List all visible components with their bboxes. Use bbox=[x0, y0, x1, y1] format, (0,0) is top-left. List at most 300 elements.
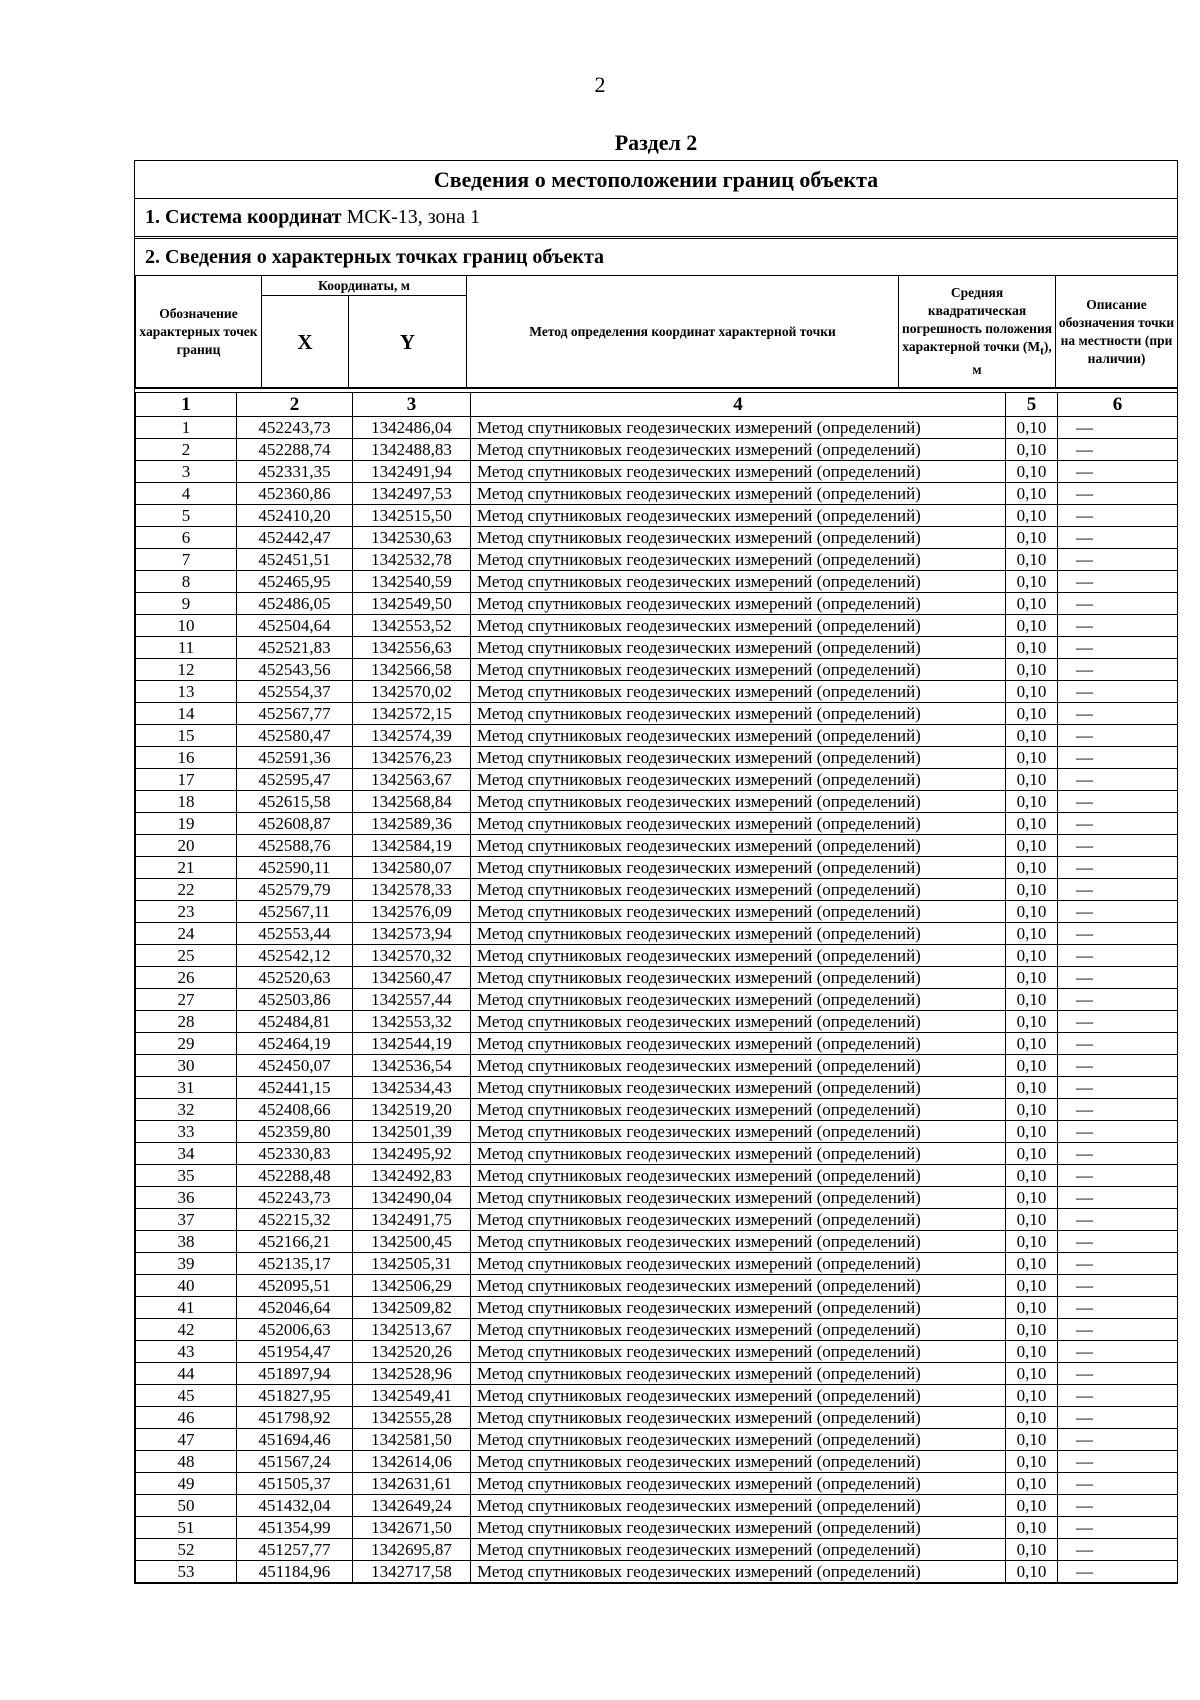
table-row bbox=[136, 439, 1178, 461]
point-number: 11 bbox=[136, 637, 237, 659]
coord-y: 1342492,83 bbox=[353, 1165, 471, 1187]
table-row bbox=[136, 1451, 1178, 1473]
table-row bbox=[136, 681, 1178, 703]
coord-y: 1342491,94 bbox=[353, 461, 471, 483]
error-cell: 0,10 bbox=[1006, 681, 1058, 703]
coord-x: 452554,37 bbox=[237, 681, 353, 703]
method-cell: Метод спутниковых геодезических измерений (определений) bbox=[471, 1011, 1006, 1033]
method-cell: Метод спутниковых геодезических измерений (определений) bbox=[471, 1385, 1006, 1407]
error-cell: 0,10 bbox=[1006, 593, 1058, 615]
coord-y: 1342490,04 bbox=[353, 1187, 471, 1209]
table-row bbox=[136, 1143, 1178, 1165]
method-cell: Метод спутниковых геодезических измерений (определений) bbox=[471, 835, 1006, 857]
point-number: 15 bbox=[136, 725, 237, 747]
error-cell: 0,10 bbox=[1006, 1077, 1058, 1099]
error-cell: 0,10 bbox=[1006, 747, 1058, 769]
error-cell: 0,10 bbox=[1006, 857, 1058, 879]
table-row bbox=[136, 1539, 1178, 1561]
coord-y: 1342614,06 bbox=[353, 1451, 471, 1473]
coord-y: 1342649,24 bbox=[353, 1495, 471, 1517]
coord-y: 1342578,33 bbox=[353, 879, 471, 901]
column-number: 2 bbox=[237, 393, 353, 417]
description-cell: — bbox=[1058, 1011, 1178, 1033]
point-number: 32 bbox=[136, 1099, 237, 1121]
method-cell: Метод спутниковых геодезических измерений (определений) bbox=[471, 747, 1006, 769]
method-cell: Метод спутниковых геодезических измерений (определений) bbox=[471, 571, 1006, 593]
table-row bbox=[136, 1429, 1178, 1451]
method-cell: Метод спутниковых геодезических измерений (определений) bbox=[471, 1539, 1006, 1561]
error-cell: 0,10 bbox=[1006, 967, 1058, 989]
error-cell: 0,10 bbox=[1006, 1099, 1058, 1121]
header-error: Средняя квадратическая погрешность положения характерной точки $(M_t)$, м bbox=[899, 276, 1056, 388]
method-cell: Метод спутниковых геодезических измерений (определений) bbox=[471, 1429, 1006, 1451]
coord-x: 452464,19 bbox=[237, 1033, 353, 1055]
table-row bbox=[136, 879, 1178, 901]
point-number: 33 bbox=[136, 1121, 237, 1143]
error-cell: 0,10 bbox=[1006, 1451, 1058, 1473]
coord-y: 1342515,50 bbox=[353, 505, 471, 527]
point-number: 39 bbox=[136, 1253, 237, 1275]
coord-y: 1342560,47 bbox=[353, 967, 471, 989]
point-number: 1 bbox=[136, 417, 237, 439]
table-row bbox=[136, 1363, 1178, 1385]
coord-y: 1342581,50 bbox=[353, 1429, 471, 1451]
coord-y: 1342513,67 bbox=[353, 1319, 471, 1341]
description-cell: — bbox=[1058, 967, 1178, 989]
column-number: 1 bbox=[136, 393, 237, 417]
point-number: 35 bbox=[136, 1165, 237, 1187]
point-number: 5 bbox=[136, 505, 237, 527]
header-designation: Обозначение характерных точек границ bbox=[136, 276, 262, 388]
coord-y: 1342509,82 bbox=[353, 1297, 471, 1319]
point-number: 53 bbox=[136, 1561, 237, 1583]
table-row bbox=[136, 571, 1178, 593]
description-cell: — bbox=[1058, 1473, 1178, 1495]
description-cell: — bbox=[1058, 527, 1178, 549]
method-cell: Метод спутниковых геодезических измерений (определений) bbox=[471, 791, 1006, 813]
method-cell: Метод спутниковых геодезических измерений (определений) bbox=[471, 1407, 1006, 1429]
point-number: 18 bbox=[136, 791, 237, 813]
table-row bbox=[136, 703, 1178, 725]
coord-y: 1342505,31 bbox=[353, 1253, 471, 1275]
coord-y: 1342506,29 bbox=[353, 1275, 471, 1297]
method-cell: Метод спутниковых геодезических измерений (определений) bbox=[471, 527, 1006, 549]
coord-x: 451505,37 bbox=[237, 1473, 353, 1495]
coord-x: 452580,47 bbox=[237, 725, 353, 747]
table-row bbox=[136, 1121, 1178, 1143]
description-cell: — bbox=[1058, 769, 1178, 791]
table-row bbox=[136, 835, 1178, 857]
table-row bbox=[136, 1517, 1178, 1539]
error-cell: 0,10 bbox=[1006, 835, 1058, 857]
point-number: 29 bbox=[136, 1033, 237, 1055]
description-cell: — bbox=[1058, 813, 1178, 835]
table-row bbox=[136, 1165, 1178, 1187]
table-row bbox=[136, 637, 1178, 659]
coord-y: 1342534,43 bbox=[353, 1077, 471, 1099]
point-number: 40 bbox=[136, 1275, 237, 1297]
error-cell: 0,10 bbox=[1006, 1121, 1058, 1143]
point-number: 22 bbox=[136, 879, 237, 901]
error-cell: 0,10 bbox=[1006, 615, 1058, 637]
error-cell: 0,10 bbox=[1006, 483, 1058, 505]
coord-x: 452451,51 bbox=[237, 549, 353, 571]
description-cell: — bbox=[1058, 1077, 1178, 1099]
coord-x: 451257,77 bbox=[237, 1539, 353, 1561]
description-cell: — bbox=[1058, 1495, 1178, 1517]
method-cell: Метод спутниковых геодезических измерений (определений) bbox=[471, 1121, 1006, 1143]
error-cell: 0,10 bbox=[1006, 1165, 1058, 1187]
section-title: Раздел 2 bbox=[614, 130, 698, 155]
coord-x: 452503,86 bbox=[237, 989, 353, 1011]
method-cell: Метод спутниковых геодезических измерений (определений) bbox=[471, 1209, 1006, 1231]
table-row bbox=[136, 813, 1178, 835]
error-cell: 0,10 bbox=[1006, 1187, 1058, 1209]
coord-x: 451954,47 bbox=[237, 1341, 353, 1363]
coord-y: 1342544,19 bbox=[353, 1033, 471, 1055]
boundary-info-frame bbox=[134, 160, 1178, 1584]
description-cell: — bbox=[1058, 637, 1178, 659]
method-cell: Метод спутниковых геодезических измерений (определений) bbox=[471, 967, 1006, 989]
coord-x: 452615,58 bbox=[237, 791, 353, 813]
coord-y: 1342695,87 bbox=[353, 1539, 471, 1561]
description-cell: — bbox=[1058, 461, 1178, 483]
description-cell: — bbox=[1058, 1363, 1178, 1385]
point-number: 43 bbox=[136, 1341, 237, 1363]
error-cell: 0,10 bbox=[1006, 417, 1058, 439]
point-number: 47 bbox=[136, 1429, 237, 1451]
point-number: 36 bbox=[136, 1187, 237, 1209]
description-cell: — bbox=[1058, 945, 1178, 967]
coord-y: 1342576,09 bbox=[353, 901, 471, 923]
point-number: 4 bbox=[136, 483, 237, 505]
description-cell: — bbox=[1058, 1429, 1178, 1451]
method-cell: Метод спутниковых геодезических измерений (определений) bbox=[471, 659, 1006, 681]
table-row bbox=[136, 1099, 1178, 1121]
error-cell: 0,10 bbox=[1006, 505, 1058, 527]
column-number: 3 bbox=[353, 393, 471, 417]
coord-x: 452441,15 bbox=[237, 1077, 353, 1099]
error-cell: 0,10 bbox=[1006, 1319, 1058, 1341]
point-number: 26 bbox=[136, 967, 237, 989]
description-cell: — bbox=[1058, 1451, 1178, 1473]
coord-y: 1342584,19 bbox=[353, 835, 471, 857]
coord-x: 452465,95 bbox=[237, 571, 353, 593]
point-number: 30 bbox=[136, 1055, 237, 1077]
description-cell: — bbox=[1058, 1319, 1178, 1341]
description-cell: — bbox=[1058, 1033, 1178, 1055]
error-cell: 0,10 bbox=[1006, 1341, 1058, 1363]
point-number: 7 bbox=[136, 549, 237, 571]
error-cell: 0,10 bbox=[1006, 1055, 1058, 1077]
description-cell: — bbox=[1058, 1297, 1178, 1319]
coord-y: 1342574,39 bbox=[353, 725, 471, 747]
coord-x: 452243,73 bbox=[237, 417, 353, 439]
table-row bbox=[136, 945, 1178, 967]
coord-y: 1342580,07 bbox=[353, 857, 471, 879]
method-cell: Метод спутниковых геодезических измерений (определений) bbox=[471, 769, 1006, 791]
method-cell: Метод спутниковых геодезических измерений (определений) bbox=[471, 549, 1006, 571]
table-row bbox=[136, 1187, 1178, 1209]
error-cell: 0,10 bbox=[1006, 901, 1058, 923]
column-number: 4 bbox=[471, 393, 1006, 417]
method-cell: Метод спутниковых геодезических измерений (определений) bbox=[471, 593, 1006, 615]
table-row bbox=[136, 1209, 1178, 1231]
coord-x: 452410,20 bbox=[237, 505, 353, 527]
error-cell: 0,10 bbox=[1006, 923, 1058, 945]
point-number: 12 bbox=[136, 659, 237, 681]
coord-x: 451567,24 bbox=[237, 1451, 353, 1473]
description-cell: — bbox=[1058, 989, 1178, 1011]
point-number: 10 bbox=[136, 615, 237, 637]
point-number: 28 bbox=[136, 1011, 237, 1033]
method-cell: Метод спутниковых геодезических измерений (определений) bbox=[471, 505, 1006, 527]
coord-x: 452590,11 bbox=[237, 857, 353, 879]
method-cell: Метод спутниковых геодезических измерений (определений) bbox=[471, 1473, 1006, 1495]
coord-y: 1342570,32 bbox=[353, 945, 471, 967]
header-description: Описание обозначения точки на местности (при наличии) bbox=[1056, 276, 1178, 388]
description-cell: — bbox=[1058, 483, 1178, 505]
description-cell: — bbox=[1058, 901, 1178, 923]
coord-y: 1342555,28 bbox=[353, 1407, 471, 1429]
coord-y: 1342500,45 bbox=[353, 1231, 471, 1253]
coord-x: 451827,95 bbox=[237, 1385, 353, 1407]
point-number: 27 bbox=[136, 989, 237, 1011]
method-cell: Метод спутниковых геодезических измерений (определений) bbox=[471, 1451, 1006, 1473]
method-cell: Метод спутниковых геодезических измерений (определений) bbox=[471, 1143, 1006, 1165]
method-cell: Метод спутниковых геодезических измерений (определений) bbox=[471, 417, 1006, 439]
error-cell: 0,10 bbox=[1006, 461, 1058, 483]
table-row bbox=[136, 769, 1178, 791]
error-cell: 0,10 bbox=[1006, 813, 1058, 835]
description-cell: — bbox=[1058, 1143, 1178, 1165]
points-table bbox=[135, 392, 1178, 1583]
coord-y: 1342589,36 bbox=[353, 813, 471, 835]
table-row bbox=[136, 1297, 1178, 1319]
point-number: 16 bbox=[136, 747, 237, 769]
method-cell: Метод спутниковых геодезических измерений (определений) bbox=[471, 1231, 1006, 1253]
method-cell: Метод спутниковых геодезических измерений (определений) bbox=[471, 945, 1006, 967]
coord-x: 452243,73 bbox=[237, 1187, 353, 1209]
coord-system-value: МСК-13, зона 1 bbox=[346, 206, 481, 228]
method-cell: Метод спутниковых геодезических измерений (определений) bbox=[471, 1099, 1006, 1121]
table-row bbox=[136, 989, 1178, 1011]
coord-x: 452095,51 bbox=[237, 1275, 353, 1297]
error-cell: 0,10 bbox=[1006, 1297, 1058, 1319]
point-number: 14 bbox=[136, 703, 237, 725]
coord-y: 1342631,61 bbox=[353, 1473, 471, 1495]
method-cell: Метод спутниковых геодезических измерений (определений) bbox=[471, 461, 1006, 483]
coord-x: 452166,21 bbox=[237, 1231, 353, 1253]
table-row bbox=[136, 1495, 1178, 1517]
column-number-row bbox=[136, 393, 1178, 417]
error-cell: 0,10 bbox=[1006, 659, 1058, 681]
point-number: 49 bbox=[136, 1473, 237, 1495]
description-cell: — bbox=[1058, 505, 1178, 527]
header-y: Y bbox=[349, 296, 467, 388]
description-cell: — bbox=[1058, 593, 1178, 615]
coord-y: 1342717,58 bbox=[353, 1561, 471, 1583]
method-cell: Метод спутниковых геодезических измерений (определений) bbox=[471, 989, 1006, 1011]
error-cell: 0,10 bbox=[1006, 791, 1058, 813]
coord-x: 451694,46 bbox=[237, 1429, 353, 1451]
error-cell: 0,10 bbox=[1006, 989, 1058, 1011]
coord-y: 1342530,63 bbox=[353, 527, 471, 549]
coord-x: 452520,63 bbox=[237, 967, 353, 989]
description-cell: — bbox=[1058, 1231, 1178, 1253]
point-number: 20 bbox=[136, 835, 237, 857]
coord-x: 452135,17 bbox=[237, 1253, 353, 1275]
coord-x: 452608,87 bbox=[237, 813, 353, 835]
description-cell: — bbox=[1058, 791, 1178, 813]
description-cell: — bbox=[1058, 1517, 1178, 1539]
coord-x: 452288,48 bbox=[237, 1165, 353, 1187]
description-cell: — bbox=[1058, 439, 1178, 461]
method-cell: Метод спутниковых геодезических измерений (определений) bbox=[471, 1077, 1006, 1099]
point-number: 42 bbox=[136, 1319, 237, 1341]
header-coordinates: Координаты, м bbox=[262, 276, 467, 296]
coord-y: 1342486,04 bbox=[353, 417, 471, 439]
method-cell: Метод спутниковых геодезических измерений (определений) bbox=[471, 483, 1006, 505]
coord-y: 1342572,15 bbox=[353, 703, 471, 725]
points-header-table bbox=[135, 275, 1178, 388]
coord-x: 451897,94 bbox=[237, 1363, 353, 1385]
method-cell: Метод спутниковых геодезических измерений (определений) bbox=[471, 1297, 1006, 1319]
table-row bbox=[136, 461, 1178, 483]
description-cell: — bbox=[1058, 1099, 1178, 1121]
description-cell: — bbox=[1058, 703, 1178, 725]
description-cell: — bbox=[1058, 1539, 1178, 1561]
coord-x: 452046,64 bbox=[237, 1297, 353, 1319]
error-cell: 0,10 bbox=[1006, 571, 1058, 593]
point-number: 50 bbox=[136, 1495, 237, 1517]
description-cell: — bbox=[1058, 659, 1178, 681]
point-number: 19 bbox=[136, 813, 237, 835]
coord-y: 1342553,32 bbox=[353, 1011, 471, 1033]
header-method: Метод определения координат характерной точки bbox=[467, 276, 899, 388]
error-cell: 0,10 bbox=[1006, 1385, 1058, 1407]
point-number: 13 bbox=[136, 681, 237, 703]
method-cell: Метод спутниковых геодезических измерений (определений) bbox=[471, 1165, 1006, 1187]
coord-x: 452543,56 bbox=[237, 659, 353, 681]
table-row bbox=[136, 417, 1178, 439]
method-cell: Метод спутниковых геодезических измерений (определений) bbox=[471, 439, 1006, 461]
coord-x: 452360,86 bbox=[237, 483, 353, 505]
description-cell: — bbox=[1058, 1165, 1178, 1187]
error-cell: 0,10 bbox=[1006, 1011, 1058, 1033]
table-row bbox=[136, 527, 1178, 549]
point-number: 41 bbox=[136, 1297, 237, 1319]
description-cell: — bbox=[1058, 1209, 1178, 1231]
point-number: 6 bbox=[136, 527, 237, 549]
coord-system-row bbox=[135, 199, 1177, 239]
point-number: 9 bbox=[136, 593, 237, 615]
table-row bbox=[136, 747, 1178, 769]
point-number: 25 bbox=[136, 945, 237, 967]
table-row bbox=[136, 1055, 1178, 1077]
coord-y: 1342557,44 bbox=[353, 989, 471, 1011]
error-cell: 0,10 bbox=[1006, 1363, 1058, 1385]
coord-y: 1342495,92 bbox=[353, 1143, 471, 1165]
method-cell: Метод спутниковых геодезических измерений (определений) bbox=[471, 1055, 1006, 1077]
method-cell: Метод спутниковых геодезических измерений (определений) bbox=[471, 1495, 1006, 1517]
description-cell: — bbox=[1058, 1121, 1178, 1143]
point-number: 34 bbox=[136, 1143, 237, 1165]
coord-y: 1342491,75 bbox=[353, 1209, 471, 1231]
method-cell: Метод спутниковых геодезических измерений (определений) bbox=[471, 1187, 1006, 1209]
description-cell: — bbox=[1058, 879, 1178, 901]
coord-y: 1342532,78 bbox=[353, 549, 471, 571]
point-number: 46 bbox=[136, 1407, 237, 1429]
coord-x: 452288,74 bbox=[237, 439, 353, 461]
point-number: 45 bbox=[136, 1385, 237, 1407]
description-cell: — bbox=[1058, 571, 1178, 593]
description-cell: — bbox=[1058, 1341, 1178, 1363]
point-number: 51 bbox=[136, 1517, 237, 1539]
coord-y: 1342576,23 bbox=[353, 747, 471, 769]
coord-y: 1342563,67 bbox=[353, 769, 471, 791]
error-cell: 0,10 bbox=[1006, 1209, 1058, 1231]
table-row bbox=[136, 1253, 1178, 1275]
error-cell: 0,10 bbox=[1006, 1495, 1058, 1517]
description-cell: — bbox=[1058, 417, 1178, 439]
point-number: 48 bbox=[136, 1451, 237, 1473]
method-cell: Метод спутниковых геодезических измерений (определений) bbox=[471, 879, 1006, 901]
coord-y: 1342528,96 bbox=[353, 1363, 471, 1385]
error-cell: 0,10 bbox=[1006, 549, 1058, 571]
coord-x: 452450,07 bbox=[237, 1055, 353, 1077]
description-cell: — bbox=[1058, 1275, 1178, 1297]
coord-y: 1342570,02 bbox=[353, 681, 471, 703]
error-cell: 0,10 bbox=[1006, 1517, 1058, 1539]
error-cell: 0,10 bbox=[1006, 1561, 1058, 1583]
coord-x: 452504,64 bbox=[237, 615, 353, 637]
method-cell: Метод спутниковых геодезических измерений (определений) bbox=[471, 1561, 1006, 1583]
coord-y: 1342519,20 bbox=[353, 1099, 471, 1121]
table-row bbox=[136, 791, 1178, 813]
method-cell: Метод спутниковых геодезических измерений (определений) bbox=[471, 1363, 1006, 1385]
description-cell: — bbox=[1058, 1187, 1178, 1209]
error-cell: 0,10 bbox=[1006, 1231, 1058, 1253]
table-row bbox=[136, 967, 1178, 989]
coord-x: 452330,83 bbox=[237, 1143, 353, 1165]
method-cell: Метод спутниковых геодезических измерений (определений) bbox=[471, 1275, 1006, 1297]
point-number: 23 bbox=[136, 901, 237, 923]
error-cell: 0,10 bbox=[1006, 769, 1058, 791]
error-cell: 0,10 bbox=[1006, 1143, 1058, 1165]
point-number: 3 bbox=[136, 461, 237, 483]
description-cell: — bbox=[1058, 725, 1178, 747]
coord-y: 1342566,58 bbox=[353, 659, 471, 681]
error-cell: 0,10 bbox=[1006, 1253, 1058, 1275]
coord-x: 452591,36 bbox=[237, 747, 353, 769]
error-cell: 0,10 bbox=[1006, 1275, 1058, 1297]
points-table-body bbox=[136, 393, 1178, 1583]
description-cell: — bbox=[1058, 681, 1178, 703]
point-number: 8 bbox=[136, 571, 237, 593]
method-cell: Метод спутниковых геодезических измерений (определений) bbox=[471, 1319, 1006, 1341]
method-cell: Метод спутниковых геодезических измерений (определений) bbox=[471, 637, 1006, 659]
point-number: 31 bbox=[136, 1077, 237, 1099]
coord-x: 452331,35 bbox=[237, 461, 353, 483]
description-cell: — bbox=[1058, 747, 1178, 769]
method-cell: Метод спутниковых геодезических измерений (определений) bbox=[471, 857, 1006, 879]
table-row bbox=[136, 593, 1178, 615]
point-number: 24 bbox=[136, 923, 237, 945]
coord-y: 1342671,50 bbox=[353, 1517, 471, 1539]
header-x: X bbox=[262, 296, 349, 388]
description-cell: — bbox=[1058, 923, 1178, 945]
